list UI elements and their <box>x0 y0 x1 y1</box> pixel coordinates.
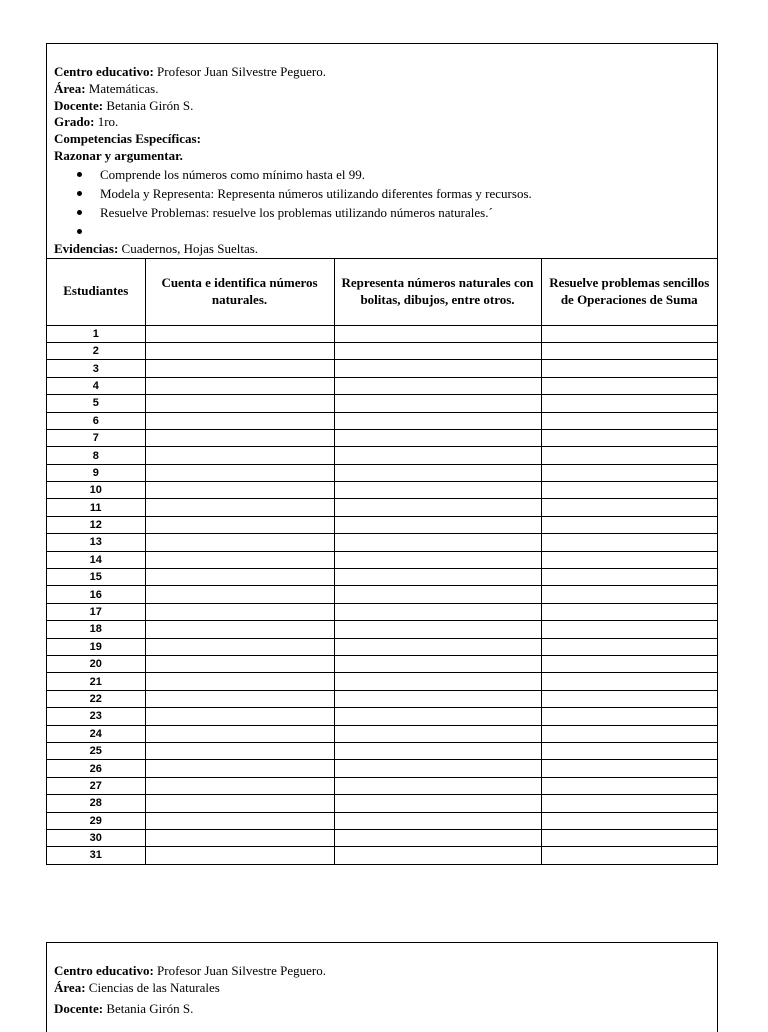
table-row <box>47 795 717 812</box>
cell-resuelve[interactable] <box>541 621 717 638</box>
table-row <box>47 342 717 359</box>
cell-resuelve[interactable] <box>541 412 717 429</box>
cell-cuenta[interactable] <box>145 325 334 342</box>
table-row <box>47 447 717 464</box>
competencias-list <box>54 165 717 241</box>
cell-representa[interactable] <box>334 516 541 533</box>
cell-cuenta[interactable] <box>145 534 334 551</box>
student-number: 17 <box>47 603 145 620</box>
table-row <box>47 847 717 864</box>
table-header-row <box>47 258 717 325</box>
cell-cuenta[interactable] <box>145 412 334 429</box>
table-row <box>47 586 717 603</box>
student-number: 3 <box>47 360 145 377</box>
cell-resuelve[interactable] <box>541 725 717 742</box>
table-row <box>47 777 717 794</box>
cell-representa[interactable] <box>334 760 541 777</box>
cell-resuelve[interactable] <box>541 673 717 690</box>
docente-value: Betania Girón S. <box>106 1000 194 1016</box>
centro-value: Profesor Juan Silvestre Peguero. <box>157 963 326 978</box>
cell-resuelve[interactable] <box>541 429 717 446</box>
cell-resuelve[interactable] <box>541 708 717 725</box>
docente-line <box>54 98 717 115</box>
header-estudiantes: Estudiantes <box>47 258 145 325</box>
header-representa: Representa números naturales con bolitas, dibujos, entre otros. <box>334 258 541 325</box>
competencia-item: Modela y Representa: Representa números utilizando diferentes formas y recursos. <box>54 184 717 203</box>
table-row <box>47 429 717 446</box>
student-number: 26 <box>47 760 145 777</box>
cell-representa[interactable] <box>334 690 541 707</box>
student-number: 2 <box>47 342 145 359</box>
student-number: 22 <box>47 690 145 707</box>
form-info <box>47 943 717 1017</box>
cell-resuelve[interactable] <box>541 325 717 342</box>
table-row <box>47 482 717 499</box>
area-value: Matemáticas. <box>88 80 159 96</box>
student-number: 20 <box>47 656 145 673</box>
centro-line <box>54 64 717 81</box>
table-body <box>47 325 717 864</box>
cell-representa[interactable] <box>334 603 541 620</box>
cell-representa[interactable] <box>334 342 541 359</box>
cell-cuenta[interactable] <box>145 586 334 603</box>
cell-cuenta[interactable] <box>145 708 334 725</box>
form-info <box>47 44 717 258</box>
cell-representa[interactable] <box>334 464 541 481</box>
table-row <box>47 725 717 742</box>
cell-resuelve[interactable] <box>541 603 717 620</box>
cell-representa[interactable] <box>334 482 541 499</box>
student-number: 23 <box>47 708 145 725</box>
student-number: 9 <box>47 464 145 481</box>
cell-representa[interactable] <box>334 360 541 377</box>
student-number: 25 <box>47 742 145 759</box>
cell-resuelve[interactable] <box>541 795 717 812</box>
student-number: 1 <box>47 325 145 342</box>
cell-representa[interactable] <box>334 569 541 586</box>
cell-cuenta[interactable] <box>145 429 334 446</box>
cell-resuelve[interactable] <box>541 482 717 499</box>
cell-representa[interactable] <box>334 638 541 655</box>
grado-line <box>54 114 717 131</box>
cell-cuenta[interactable] <box>145 621 334 638</box>
cell-resuelve[interactable] <box>541 656 717 673</box>
cell-cuenta[interactable] <box>145 464 334 481</box>
table-row <box>47 395 717 412</box>
cell-representa[interactable] <box>334 377 541 394</box>
evaluation-form-math <box>46 43 718 865</box>
student-number: 6 <box>47 412 145 429</box>
cell-cuenta[interactable] <box>145 603 334 620</box>
cell-resuelve[interactable] <box>541 516 717 533</box>
student-number: 27 <box>47 777 145 794</box>
cell-representa[interactable] <box>334 551 541 568</box>
grado-label: Grado: <box>54 114 95 130</box>
cell-cuenta[interactable] <box>145 673 334 690</box>
competencias-heading: Competencias Específicas: <box>54 131 201 147</box>
cell-representa[interactable] <box>334 847 541 864</box>
cell-cuenta[interactable] <box>145 499 334 516</box>
docente-label: Docente: <box>54 97 104 113</box>
table-row <box>47 551 717 568</box>
cell-cuenta[interactable] <box>145 516 334 533</box>
table-row <box>47 638 717 655</box>
centro-value: Profesor Juan Silvestre Peguero. <box>157 64 326 79</box>
cell-cuenta[interactable] <box>145 395 334 412</box>
cell-resuelve[interactable] <box>541 742 717 759</box>
cell-cuenta[interactable] <box>145 690 334 707</box>
docente-value: Betania Girón S. <box>106 97 194 113</box>
student-number: 19 <box>47 638 145 655</box>
student-number: 7 <box>47 429 145 446</box>
table-row <box>47 656 717 673</box>
cell-cuenta[interactable] <box>145 742 334 759</box>
student-number: 24 <box>47 725 145 742</box>
table-row <box>47 690 717 707</box>
centro-line <box>54 963 717 980</box>
cell-resuelve[interactable] <box>541 777 717 794</box>
student-number: 14 <box>47 551 145 568</box>
cell-representa[interactable] <box>334 534 541 551</box>
area-value: Ciencias de las Naturales <box>88 979 220 995</box>
table-row <box>47 708 717 725</box>
cell-cuenta[interactable] <box>145 342 334 359</box>
cell-resuelve[interactable] <box>541 638 717 655</box>
student-number: 12 <box>47 516 145 533</box>
table-row <box>47 534 717 551</box>
docente-label: Docente: <box>54 1000 104 1016</box>
evaluation-table <box>47 258 717 864</box>
cell-resuelve[interactable] <box>541 342 717 359</box>
cell-resuelve[interactable] <box>541 569 717 586</box>
cell-cuenta[interactable] <box>145 725 334 742</box>
docente-line <box>54 1001 717 1018</box>
competencia-item: Comprende los números como mínimo hasta el 99. <box>54 165 717 184</box>
cell-representa[interactable] <box>334 777 541 794</box>
cell-resuelve[interactable] <box>541 395 717 412</box>
evidencias-value: Cuadernos, Hojas Sueltas. <box>121 240 259 256</box>
student-number: 18 <box>47 621 145 638</box>
cell-cuenta[interactable] <box>145 760 334 777</box>
table-row <box>47 377 717 394</box>
cell-cuenta[interactable] <box>145 777 334 794</box>
student-number: 30 <box>47 829 145 846</box>
cell-representa[interactable] <box>334 395 541 412</box>
area-label: Área: <box>54 979 86 995</box>
cell-resuelve[interactable] <box>541 464 717 481</box>
cell-cuenta[interactable] <box>145 482 334 499</box>
razonar-heading: Razonar y argumentar. <box>54 147 183 163</box>
student-number: 13 <box>47 534 145 551</box>
cell-representa[interactable] <box>334 708 541 725</box>
student-number: 11 <box>47 499 145 516</box>
centro-label: Centro educativo: <box>54 963 154 978</box>
cell-resuelve[interactable] <box>541 847 717 864</box>
cell-representa[interactable] <box>334 325 541 342</box>
evaluation-form-ciencias <box>46 942 718 1032</box>
student-number: 4 <box>47 377 145 394</box>
area-line <box>54 980 717 997</box>
student-number: 16 <box>47 586 145 603</box>
cell-cuenta[interactable] <box>145 569 334 586</box>
evidencias-line <box>54 241 717 258</box>
evidencias-label: Evidencias: <box>54 240 119 256</box>
competencia-item-empty <box>54 222 717 241</box>
student-number: 29 <box>47 812 145 829</box>
cell-cuenta[interactable] <box>145 812 334 829</box>
student-number: 31 <box>47 847 145 864</box>
table-row <box>47 360 717 377</box>
header-cuenta: Cuenta e identifica números naturales. <box>145 258 334 325</box>
student-number: 28 <box>47 795 145 812</box>
cell-representa[interactable] <box>334 742 541 759</box>
cell-resuelve[interactable] <box>541 812 717 829</box>
cell-representa[interactable] <box>334 812 541 829</box>
cell-resuelve[interactable] <box>541 829 717 846</box>
student-number: 15 <box>47 569 145 586</box>
cell-resuelve[interactable] <box>541 360 717 377</box>
student-number: 8 <box>47 447 145 464</box>
cell-cuenta[interactable] <box>145 656 334 673</box>
cell-cuenta[interactable] <box>145 447 334 464</box>
cell-representa[interactable] <box>334 412 541 429</box>
cell-representa[interactable] <box>334 656 541 673</box>
cell-resuelve[interactable] <box>541 586 717 603</box>
student-number: 10 <box>47 482 145 499</box>
cell-representa[interactable] <box>334 829 541 846</box>
cell-cuenta[interactable] <box>145 377 334 394</box>
cell-resuelve[interactable] <box>541 447 717 464</box>
cell-cuenta[interactable] <box>145 638 334 655</box>
cell-representa[interactable] <box>334 621 541 638</box>
table-row <box>47 603 717 620</box>
table-row <box>47 742 717 759</box>
table-row <box>47 412 717 429</box>
student-number: 21 <box>47 673 145 690</box>
table-row <box>47 621 717 638</box>
table-row <box>47 569 717 586</box>
cell-cuenta[interactable] <box>145 551 334 568</box>
cell-cuenta[interactable] <box>145 829 334 846</box>
table-row <box>47 325 717 342</box>
table-row <box>47 673 717 690</box>
cell-representa[interactable] <box>334 725 541 742</box>
cell-representa[interactable] <box>334 447 541 464</box>
cell-resuelve[interactable] <box>541 534 717 551</box>
table-row <box>47 812 717 829</box>
header-resuelve: Resuelve problemas sencillos de Operaciones de Suma <box>541 258 717 325</box>
cell-representa[interactable] <box>334 673 541 690</box>
table-row <box>47 516 717 533</box>
cell-resuelve[interactable] <box>541 377 717 394</box>
cell-resuelve[interactable] <box>541 499 717 516</box>
cell-representa[interactable] <box>334 586 541 603</box>
table-row <box>47 760 717 777</box>
cell-resuelve[interactable] <box>541 760 717 777</box>
cell-resuelve[interactable] <box>541 690 717 707</box>
table-row <box>47 829 717 846</box>
cell-cuenta[interactable] <box>145 847 334 864</box>
student-number: 5 <box>47 395 145 412</box>
cell-representa[interactable] <box>334 499 541 516</box>
cell-representa[interactable] <box>334 795 541 812</box>
cell-representa[interactable] <box>334 429 541 446</box>
table-row <box>47 464 717 481</box>
competencia-item: Resuelve Problemas: resuelve los problemas utilizando números naturales.´ <box>54 203 717 222</box>
area-label: Área: <box>54 80 86 96</box>
cell-cuenta[interactable] <box>145 795 334 812</box>
centro-label: Centro educativo: <box>54 64 154 79</box>
cell-resuelve[interactable] <box>541 551 717 568</box>
table-row <box>47 499 717 516</box>
area-line <box>54 81 717 98</box>
cell-cuenta[interactable] <box>145 360 334 377</box>
grado-value: 1ro. <box>97 114 119 130</box>
